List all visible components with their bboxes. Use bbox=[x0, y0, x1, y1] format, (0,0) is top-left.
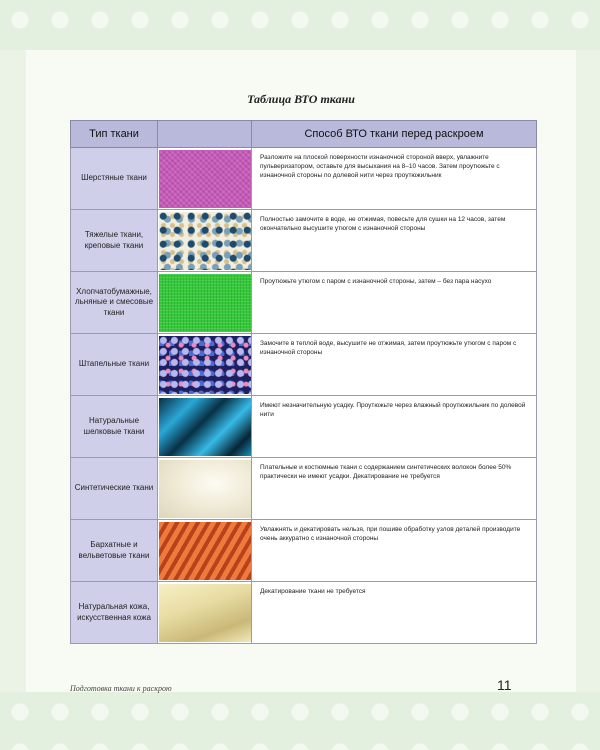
method-cell: Разложите на плоской поверхности изнаночной стороной вверх, увлажните пульверизатором, оставьте для высыхания на 8–10 часов. Затем проутюжьте с изнаночной стороны по долевой нити через проутюжильник bbox=[252, 148, 537, 210]
purple-wool-swatch bbox=[159, 150, 251, 208]
table-row bbox=[71, 210, 537, 272]
table-row bbox=[71, 520, 537, 582]
beige-leather-swatch bbox=[159, 584, 251, 642]
table-row bbox=[71, 272, 537, 334]
fabric-type-cell: Хлопчатобумажные, льняные и смесовые ткани bbox=[71, 272, 158, 334]
fabric-type-cell: Штапельные ткани bbox=[71, 334, 158, 396]
method-cell: Полностью замочите в воде, не отжимая, повесьте для сушки на 12 часов, затем окончательно высушите утюгом с изнаночной стороны bbox=[252, 210, 537, 272]
table-row bbox=[71, 148, 537, 210]
table-row bbox=[71, 582, 537, 644]
table-row bbox=[71, 334, 537, 396]
orange-corduroy-swatch bbox=[159, 522, 251, 580]
floral-print-swatch bbox=[159, 212, 251, 270]
method-cell: Проутюжьте утюгом с паром с изнаночной стороны, затем – без пара насухо bbox=[252, 272, 537, 334]
table-header-row bbox=[71, 121, 537, 148]
blue-floral-swatch bbox=[159, 336, 251, 394]
page-title: Таблица ВТО ткани bbox=[247, 92, 355, 106]
fabric-type-cell: Синтетические ткани bbox=[71, 458, 158, 520]
document-page bbox=[26, 50, 576, 692]
header-fabric-type: Тип ткани bbox=[71, 121, 158, 148]
footer-section-title: Подготовка ткани к раскрою bbox=[70, 684, 172, 693]
table-row bbox=[71, 458, 537, 520]
fabric-type-cell: Натуральные шелковые ткани bbox=[71, 396, 158, 458]
green-cotton-swatch bbox=[159, 274, 251, 332]
fabric-type-cell: Шерстяные ткани bbox=[71, 148, 158, 210]
fabric-type-cell: Бархатные и вельветовые ткани bbox=[71, 520, 158, 582]
table-row bbox=[71, 396, 537, 458]
method-cell: Имеют незначительную усадку. Проутюжьте через влажный проутюжильник по долевой нити bbox=[252, 396, 537, 458]
page-number: 11 bbox=[497, 677, 512, 693]
cream-synthetic-swatch bbox=[159, 460, 251, 518]
fabric-type-cell: Натуральная кожа, искусственная кожа bbox=[71, 582, 158, 644]
method-cell: Плательные и костюмные ткани с содержанием синтетических волокон более 50% практически не имеют усадки. Декатирование не требуется bbox=[252, 458, 537, 520]
fabric-type-cell: Тяжелые ткани, креповые ткани bbox=[71, 210, 158, 272]
header-image bbox=[158, 121, 252, 148]
method-cell: Декатирование ткани не требуется bbox=[252, 582, 537, 644]
blue-silk-swatch bbox=[159, 398, 251, 456]
decorative-top-band bbox=[0, 0, 600, 50]
header-method: Способ ВТО ткани перед раскроем bbox=[252, 121, 537, 148]
fabric-treatment-table bbox=[70, 120, 537, 644]
decorative-bottom-band bbox=[0, 692, 600, 750]
method-cell: Увлажнять и декатировать нельзя, при пошиве обработку узлов деталей производите очень аккуратно с изнаночной стороны bbox=[252, 520, 537, 582]
method-cell: Замочите в теплой воде, высушите не отжимая, затем проутюжьте утюгом с паром с изнаночной стороны bbox=[252, 334, 537, 396]
